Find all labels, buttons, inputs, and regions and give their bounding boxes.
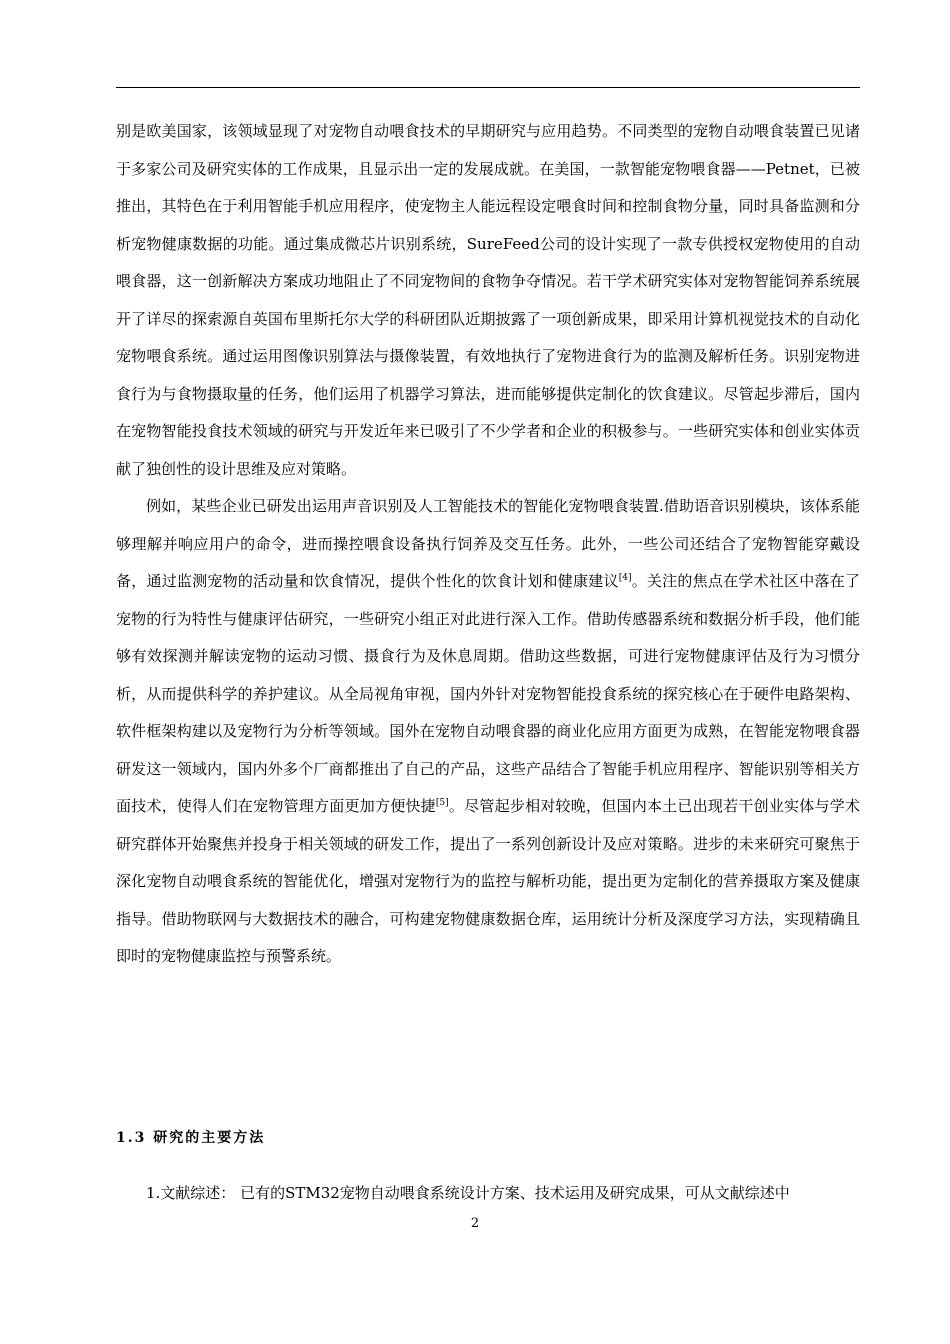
document-body <box>116 113 860 1202</box>
paragraph-2 <box>116 488 860 976</box>
paragraph-1-text: 别是欧美国家，该领域显现了对宠物自动喂食技术的早期研究与应用趋势。不同类型的宠物自动喂食装置已见诸于多家公司及研究实体的工作成果，且显示出一定的发展成就。在美国，一款智能宠物喂食器——Petnet，已被推出，其特色在于利用智能手机应用程序，使宠物主人能远程设定喂食时间和控制食物分量，同时具备监测和分析宠物健康数据的功能。通过集成微芯片识别系统，SureFeed公司的设计实现了一款专供授权宠物使用的自动喂食器，这一创新解决方案成功地阻止了不同宠物间的食物争夺情况。若干学术研究实体对宠物智能饲养系统展开了详尽的探索源自英国布里斯托尔大学的科研团队近期披露了一项创新成果，即采用计算机视觉技术的自动化宠物喂食系统。通过运用图像识别算法与摄像装置，有效地执行了宠物进食行为的监测及解析任务。识别宠物进食行为与食物摄取量的任务，他们运用了机器学习算法，进而能够提供定制化的饮食建议。尽管起步滞后，国内在宠物智能投食技术领域的研究与开发近年来已吸引了不少学者和企业的积极参与。一些研究实体和创业实体贡献了独创性的设计思维及应对策略。 <box>116 122 860 478</box>
section-heading: 1.3 研究的主要方法 <box>116 1130 266 1146</box>
citation-4: [4] <box>618 573 632 583</box>
citation-5: [5] <box>435 798 449 808</box>
page-number: 2 <box>470 1216 480 1231</box>
header-rule <box>116 87 860 88</box>
paragraph-2-text-b: 。关注的焦点在学术社区中落在了宠物的行为特性与健康评估研究，一些研究小组正对此进行深入工作。借助传感器系统和数据分析手段，他们能够有效探测并解读宠物的运动习惯、摄食行为及休息周期。借助这些数据，可进行宠物健康评估及行为习惯分析，从而提供科学的养护建议。从全局视角审视，国内外针对宠物智能投食系统的探究核心在于硬件电路架构、软件框架构建以及宠物行为分析等领域。国外在宠物自动喂食器的商业化应用方面更为成熟，在智能宠物喂食器研发这一领域内，国内外多个厂商都推出了自己的产品，这些产品结合了智能手机应用程序、智能识别等相关方面技术，使得人们在宠物管理方面更加方便快捷 <box>116 572 860 815</box>
paragraph-1 <box>116 113 860 488</box>
paragraph-2-text-c: 。尽管起步相对较晚，但国内本土已出现若干创业实体与学术研究群体开始聚焦并投身于相关领域的研发工作，提出了一系列创新设计及应对策略。进步的未来研究可聚焦于深化宠物自动喂食系统的智能优化，增强对宠物行为的监控与解析功能，提出更为定制化的营养摄取方案及健康指导。借助物联网与大数据技术的融合，可构建宠物健康数据仓库，运用统计分析及深度学习方法，实现精确且即时的宠物健康监控与预警系统。 <box>116 797 860 965</box>
list-item-literature-review: 1.文献综述： 已有的STM32宠物自动喂食系统设计方案、技术运用及研究成果，可从文献综述中 <box>146 1184 790 1202</box>
paragraph-2-text-a: 例如，某些企业已研发出运用声音识别及人工智能技术的智能化宠物喂食装置.借助语音识别模块，该体系能够理解并响应用户的命令，进而操控喂食设备执行饲养及交互任务。此外，一些公司还结合了宠物智能穿戴设备，通过监测宠物的活动量和饮食情况，提供个性化的饮食计划和健康建议 <box>116 497 860 590</box>
